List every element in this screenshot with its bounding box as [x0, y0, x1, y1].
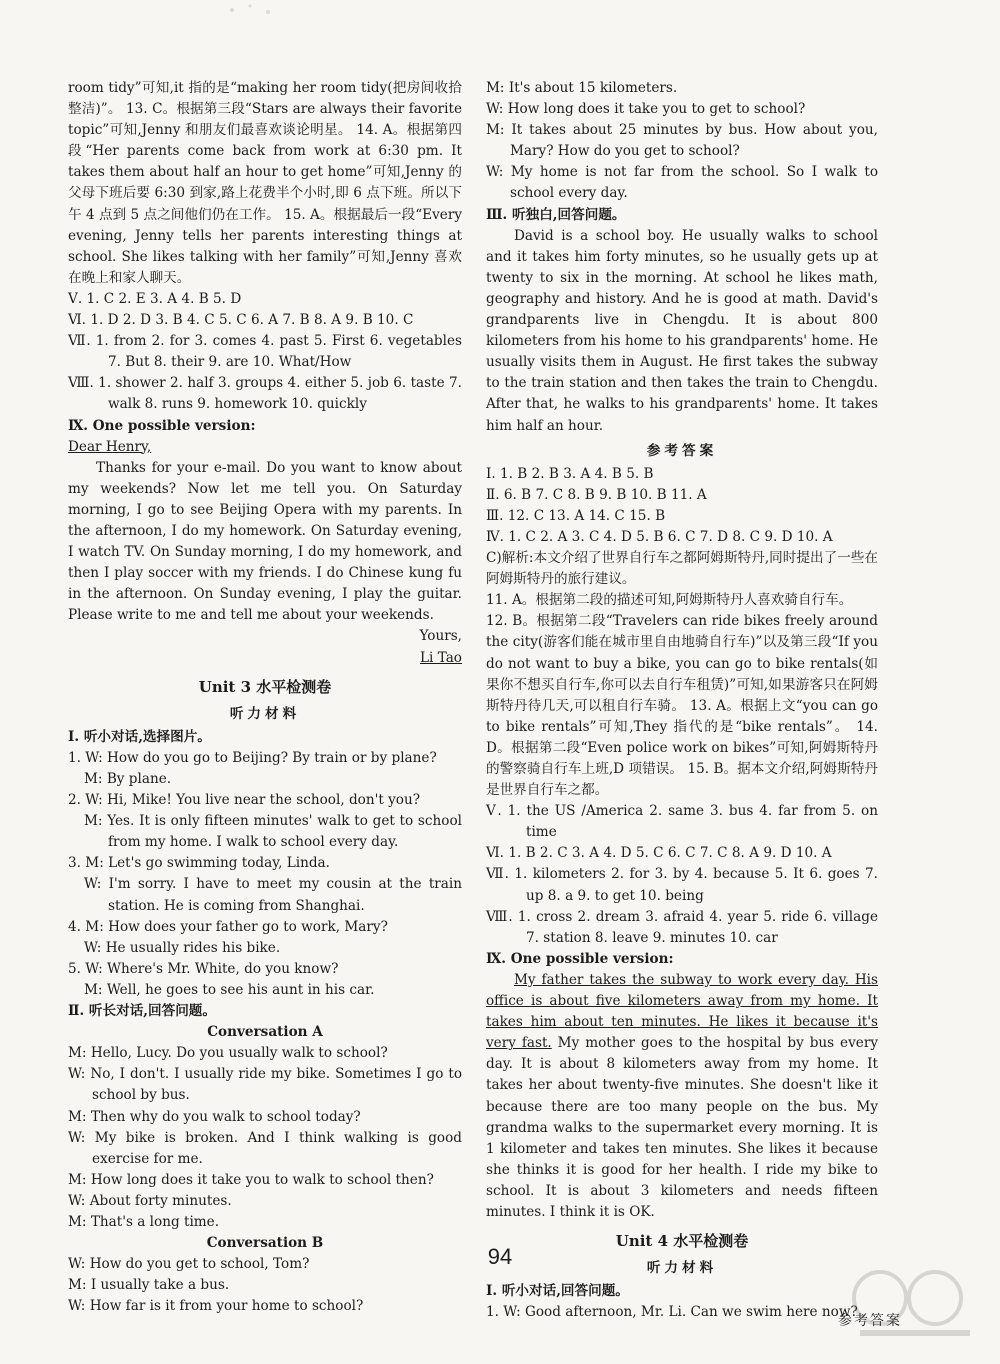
underlined-sentences: My father takes the subway to work every day. His office is about five kilometers away from my home. It takes him about ten minutes. He likes it because it's very fast. [486, 971, 878, 1052]
text-line: 1. W: Good afternoon, Mr. Li. Can we swim here now? [486, 1304, 858, 1321]
page-number: 94 [487, 1244, 513, 1269]
text-line: M: Hello, Lucy. Do you usually walk to school? [68, 1045, 388, 1062]
text-line: 12. B。根据第二段“Travelers can ride bikes freely around the city(游客们能在城市里自由地骑自行车)”以及第三段“If you do not want to buy a bike, you can go to bike rentals(如果你不想买自行车,你可以去自行车租赁)”可知,如果游客只在阿姆斯特丹待几天,可以租自行车骑。 13. A。根据上文“you can go to bike rentals”可知,They 指代的是“bike rentals”。 14. D。根据第二段“Even police work on bikes”可知,阿姆斯特丹的警察骑自行车上班,D 项错误。 15. B。据本文介绍,阿姆斯特丹是世界自行车之都。 [486, 613, 878, 799]
text-line: Ⅲ. 听独白,回答问题。 [486, 206, 626, 223]
text-line: Ⅸ. One possible version: [486, 950, 674, 967]
text-line: Conversation B [206, 1235, 324, 1252]
text-line: David is a school boy. He usually walks to school and it takes him forty minutes, so he usually gets up at twenty to six in the morning. At school he likes math, geography and history. And he is good at math. David's grandparents live in Chengdu. It is about 800 kilometers from his home to his grandparents' home. He usually visits them in August. He first takes the subway to the train station and then takes the train to Chengdu. After that, he walks to his grandparents' home. It takes him half an hour. [486, 227, 878, 434]
scan-smudge-icon [220, 0, 290, 22]
text-line: W: How far is it from your home to school? [68, 1298, 364, 1315]
text-line: M: Yes. It is only fifteen minutes' walk to get to school from my home. I walk to school every day. [84, 813, 462, 851]
text-line: Ⅱ. 听长对话,回答问题。 [68, 1003, 216, 1020]
text-line: Conversation A [207, 1024, 323, 1041]
text-line: W: I'm sorry. I have to meet my cousin at the train station. He is coming from Shanghai. [84, 876, 462, 914]
text-line: Dear Henry, [68, 438, 152, 455]
text-line: Ⅶ. 1. kilometers 2. for 3. by 4. because 5. It 6. goes 7. up 8. a 9. to get 10. being [486, 866, 878, 904]
text-line: M: That's a long time. [68, 1213, 220, 1230]
text-line: Ⅰ. 1. B 2. B 3. A 4. B 5. B [486, 465, 654, 482]
text-line: 听力材料 [646, 1260, 718, 1277]
text-line: room tidy”可知,it 指的是“making her room tidy(把房间收拾整洁)”。 13. C。根据第三段“Stars are always their favorite topic”可知,Jenny 和朋友们最喜欢谈论明星。 14. A。根据第四段“Her parents come back from work at 6:30 pm. It takes them about half an hour to get home”可知,Jenny 的父母下班后要 6:30 到家,路上花费半个小时,即 6 点下班。所以下午 4 点到 5 点之间他们仍在工作。 15. A。根据最后一段“Every evening, Jenny tells her parents interesting things at school. She likes talking with her family”可知,Jenny 喜欢在晚上和家人聊天。 [68, 80, 462, 286]
text-line: W: No, I don't. I usually ride my bike. Sometimes I go to school by bus. [68, 1066, 462, 1104]
left-column [68, 78, 462, 1317]
text-line: Thanks for your e-mail. Do you want to know about my weekends? Now let me tell you. On Saturday morning, I go to see Beijing Opera with my parents. In the afternoon, I do my homework. On Saturday evening, I watch TV. On Sunday morning, I do my homework, and then I play soccer with my friends. I do Chinese kung fu in the afternoon. On Sunday evening, I play the guitar. Please write to me and tell me about your weekends. [68, 459, 462, 624]
text-line: Unit 3 水平检测卷 [198, 677, 332, 696]
text-line: M: I usually take a bus. [68, 1277, 230, 1294]
text-line: Ⅰ. 听小对话,回答问题。 [486, 1283, 629, 1300]
text-line: Ⅲ. 12. C 13. A 14. C 15. B [486, 507, 666, 524]
text-line: 11. A。根据第二段的描述可知,阿姆斯特丹人喜欢骑自行车。 [486, 592, 853, 609]
text-line: W: How long does it take you to get to school? [486, 101, 806, 118]
right-column [486, 78, 878, 1323]
text-line: W: How do you get to school, Tom? [68, 1256, 310, 1273]
text-line [486, 970, 878, 1223]
text-line: Ⅴ. 1. the US /America 2. same 3. bus 4. far from 5. on time [486, 803, 878, 841]
text-line: Ⅵ. 1. D 2. D 3. B 4. C 5. C 6. A 7. B 8. A 9. B 10. C [68, 312, 414, 329]
text-line: Unit 4 水平检测卷 [615, 1232, 749, 1251]
text-line: Ⅱ. 6. B 7. C 8. B 9. B 10. B 11. A [486, 486, 707, 503]
text-line: Yours, [419, 628, 462, 645]
text-line: Ⅳ. 1. C 2. A 3. C 4. D 5. B 6. C 7. D 8. C 9. D 10. A [486, 528, 833, 545]
text-line: Li Tao [420, 649, 462, 666]
text-line: M: Then why do you walk to school today? [68, 1108, 361, 1125]
paragraph-rest: My mother goes to the hospital by bus every day. It is about 8 kilometers away from my home. It takes her about twenty-five minutes. She doesn't like it because there are too many people on the bus. My grandma walks to the supermarket every morning. It is 1 kilometer and takes ten minutes. She likes it because she thinks it is good for her health. I ride my bike to school. It is about 3 kilometers and needs fifteen minutes. I think it is OK. [486, 1035, 878, 1220]
text-line: 5. W: Where's Mr. White, do you know? [68, 960, 339, 977]
text-line: 4. M: How does your father go to work, Mary? [68, 918, 388, 935]
text-line: 1. W: How do you go to Beijing? By train or by plane? [68, 749, 437, 766]
text-line: 3. M: Let's go swimming today, Linda. [68, 855, 330, 872]
text-line: 2. W: Hi, Mike! You live near the school, don't you? [68, 792, 421, 809]
text-line: M: Well, he goes to see his aunt in his car. [84, 981, 375, 998]
text-line: Ⅷ. 1. shower 2. half 3. groups 4. either 5. job 6. taste 7. walk 8. runs 9. homework 10. quickly [68, 375, 462, 413]
text-line: 参考答案 [646, 442, 718, 459]
text-line: C)解析:本文介绍了世界自行车之都阿姆斯特丹,同时提出了一些在阿姆斯特丹的旅行建议。 [486, 550, 878, 588]
text-line: 听力材料 [229, 705, 301, 722]
text-line: W: My home is not far from the school. So I walk to school every day. [486, 164, 878, 202]
text-line: W: He usually rides his bike. [84, 939, 281, 956]
text-line: M: By plane. [84, 771, 172, 787]
text-line: M: It takes about 25 minutes by bus. How about you, Mary? How do you get to school? [486, 122, 878, 160]
text-line: Ⅴ. 1. C 2. E 3. A 4. B 5. D [68, 290, 242, 307]
text-line: Ⅶ. 1. from 2. for 3. comes 4. past 5. First 6. vegetables 7. But 8. their 9. are 10. What/How [68, 333, 462, 371]
text-line: Ⅸ. One possible version: [68, 417, 256, 434]
text-line: W: My bike is broken. And I think walking is good exercise for me. [68, 1129, 462, 1167]
text-line: Ⅵ. 1. B 2. C 3. A 4. D 5. C 6. C 7. C 8. A 9. D 10. A [486, 845, 832, 862]
text-line: Ⅰ. 听小对话,选择图片。 [68, 728, 211, 745]
watermark-logo-icon [840, 1258, 990, 1358]
text-line: W: About forty minutes. [68, 1192, 232, 1209]
text-line: M: How long does it take you to walk to school then? [68, 1171, 434, 1188]
footer-label: 参考答案 [838, 1313, 902, 1329]
text-line: M: It's about 15 kilometers. [486, 80, 678, 96]
text-line: Ⅷ. 1. cross 2. dream 3. afraid 4. year 5. ride 6. village 7. station 8. leave 9. minutes 10. car [486, 908, 878, 946]
